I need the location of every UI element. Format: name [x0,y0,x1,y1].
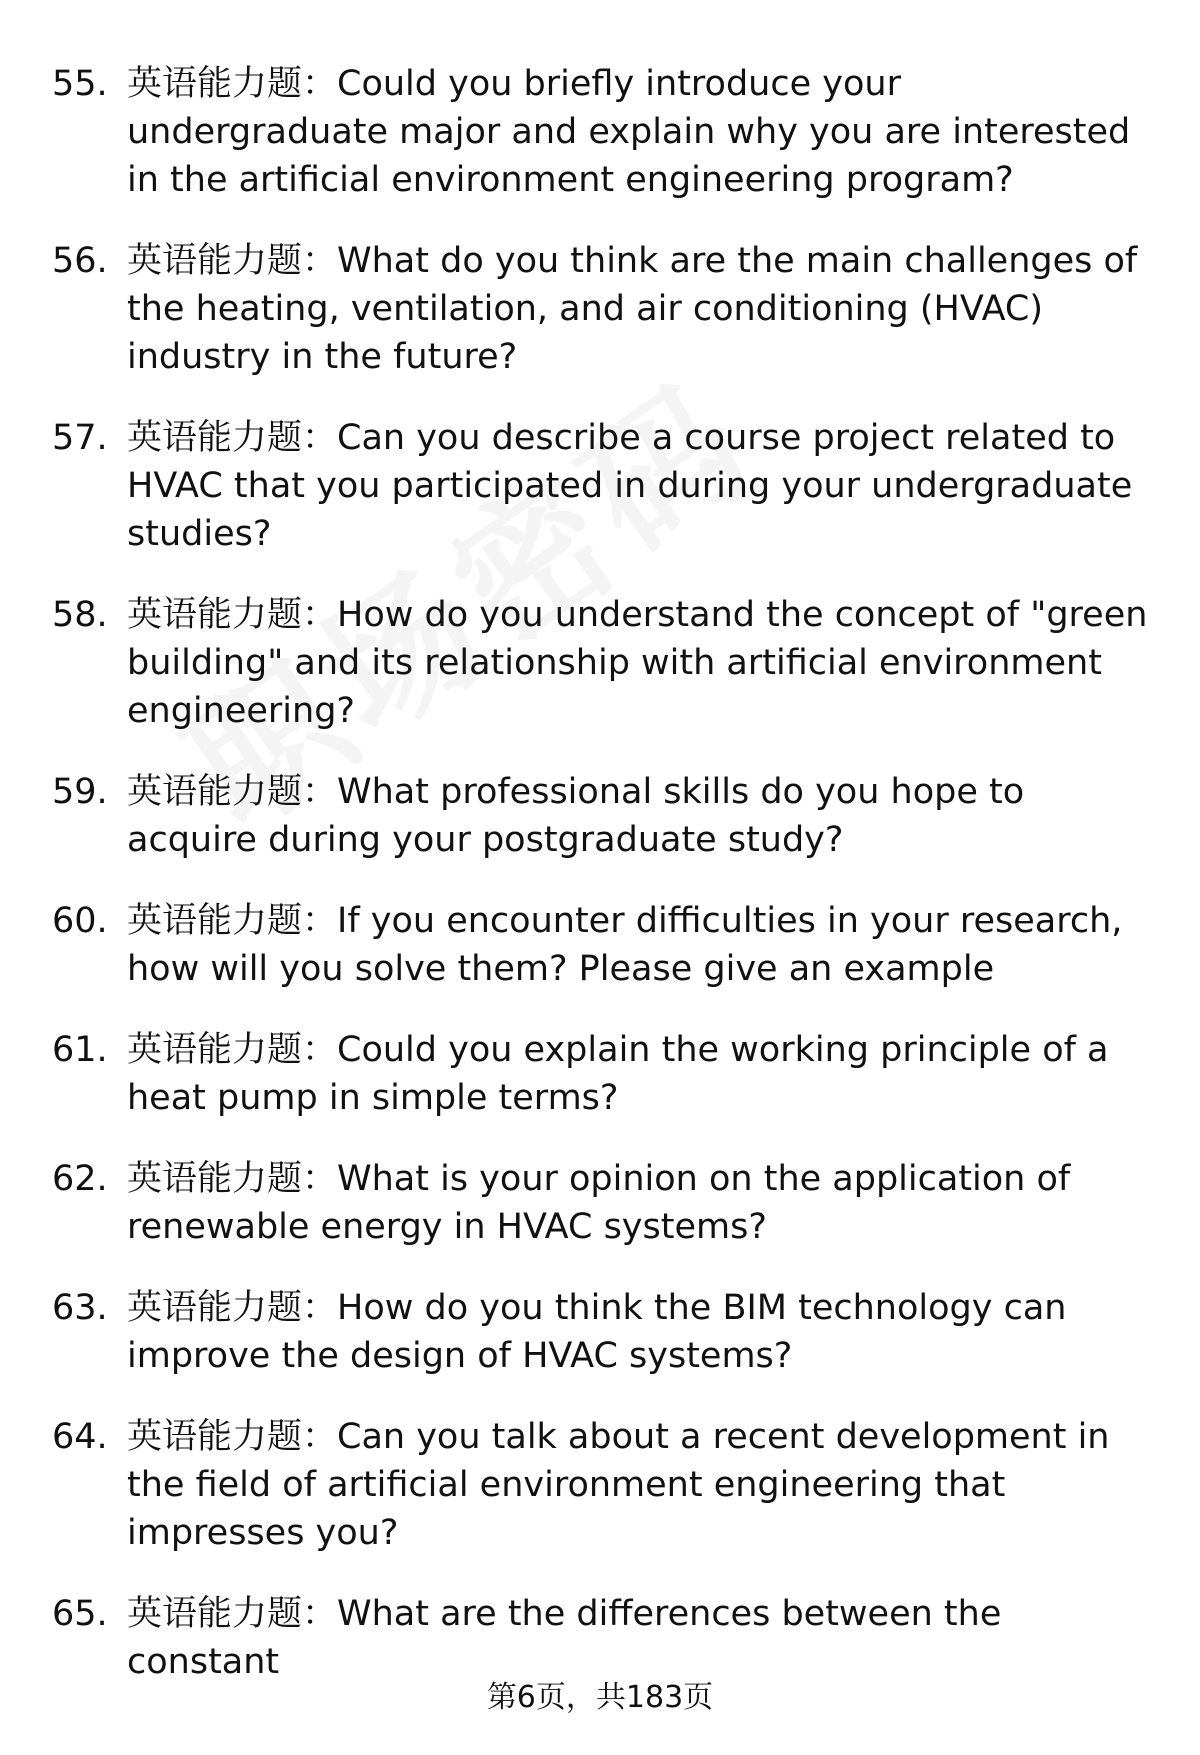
question-number: 56. [52,241,108,281]
question-prefix: 英语能力题： [127,418,338,458]
question-prefix: 英语能力题： [127,1288,338,1328]
question-item [52,1026,1160,1122]
question-number: 61. [52,1030,108,1070]
question-item [52,1155,1160,1251]
question-text-block [127,768,1160,864]
question-prefix: 英语能力题： [127,595,338,635]
question-item [52,1284,1160,1380]
question-prefix: 英语能力题： [127,1594,338,1634]
question-text-block [127,1413,1160,1557]
question-prefix: 英语能力题： [127,1030,338,1070]
question-item [52,60,1160,204]
question-text: Could you explain the working principle of a heat pump in simple terms? [127,1030,1109,1118]
question-item [52,1413,1160,1557]
question-item [52,591,1160,735]
question-text: What is your opinion on the application of renewable energy in HVAC systems? [127,1159,1071,1247]
question-text: If you encounter difficulties in your research, how will you solve them? Please give an example [127,901,1123,989]
question-number: 57. [52,418,108,458]
question-text-block [127,897,1160,993]
question-text: How do you understand the concept of "green building" and its relationship with artificial environment engineering? [127,595,1148,731]
question-prefix: 英语能力题： [127,1159,338,1199]
question-prefix: 英语能力题： [127,901,338,941]
question-text-block [127,237,1160,381]
question-list [52,60,1160,1686]
question-text: What professional skills do you hope to acquire during your postgraduate study? [127,772,1025,860]
question-item [52,237,1160,381]
question-number: 60. [52,901,108,941]
question-text-block [127,591,1160,735]
question-text: What are the differences between the constant [127,1594,1002,1682]
question-text-block [127,1155,1160,1251]
question-text-block [127,60,1160,204]
question-prefix: 英语能力题： [127,772,338,812]
page-number-label: 第6页，共183页 [486,1680,714,1715]
question-item [52,1590,1160,1686]
question-item [52,897,1160,993]
question-number: 58. [52,595,108,635]
question-number: 59. [52,772,108,812]
question-number: 63. [52,1288,108,1328]
question-number: 62. [52,1159,108,1199]
question-number: 55. [52,64,108,104]
question-text: What do you think are the main challenges of the heating, ventilation, and air conditioning (HVAC) industry in the future? [127,241,1138,377]
question-prefix: 英语能力题： [127,1417,338,1457]
question-number: 65. [52,1594,108,1634]
question-text: Could you briefly introduce your undergraduate major and explain why you are interested in the artificial environment engineering program? [127,64,1131,200]
question-text: Can you talk about a recent development in the field of artificial environment engineering that impresses you? [127,1417,1110,1553]
question-text-block [127,1284,1160,1380]
question-item [52,414,1160,558]
question-text-block [127,414,1160,558]
question-prefix: 英语能力题： [127,64,338,104]
question-prefix: 英语能力题： [127,241,338,281]
question-text-block [127,1590,1160,1686]
question-text-block [127,1026,1160,1122]
page-footer [0,1678,1200,1718]
question-text: How do you think the BIM technology can improve the design of HVAC systems? [127,1288,1067,1376]
question-number: 64. [52,1417,108,1457]
question-text: Can you describe a course project related to HVAC that you participated in during your undergraduate studies? [127,418,1133,554]
question-item [52,768,1160,864]
